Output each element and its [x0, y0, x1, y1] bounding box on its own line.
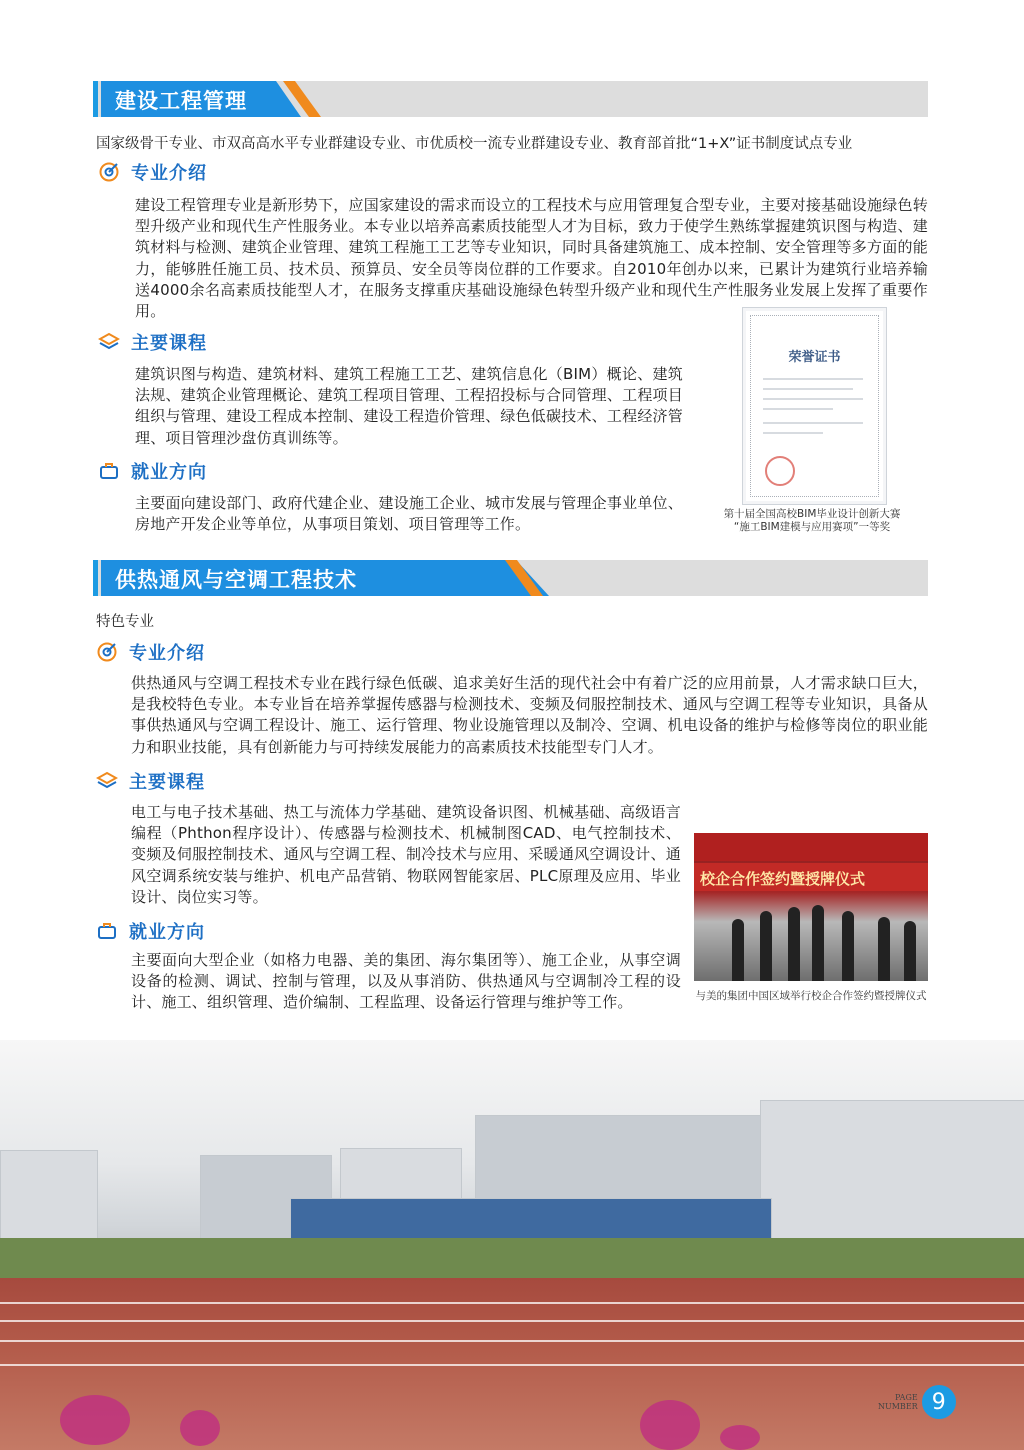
football-field [0, 1238, 1024, 1278]
section-title: 建设工程管理 [115, 89, 247, 113]
intro-text: 供热通风与空调工程技术专业在践行绿色低碳、追求美好生活的现代社会中有着广泛的应用前景，人才需求缺口巨大，是我校特色专业。本专业旨在培养掌握传感器与检测技术、变频及伺服控制技术、通风与空调工程等专业知识，具备从事供热通风与空调工程设计、施工、运行管理、物业设施管理以及制冷、空调、机电设备的维护与检修等岗位的职业能力和职业技能，具有创新能力与可持续发展能力的高素质技术技能型专门人才。 [131, 674, 928, 756]
jobs-text: 主要面向建设部门、政府代建企业、建设施工企业、城市发展与管理企事业单位、房地产开发企业等单位，从事项目策划、项目管理等工作。 [135, 494, 683, 534]
photo-banner [694, 863, 928, 891]
page-label-line-1: PAGE [895, 1393, 918, 1402]
photo-caption: 与美的集团中国区域举行校企合作签约暨授牌仪式 [695, 990, 927, 1002]
page-number-label [878, 1393, 918, 1411]
section-title-band [93, 81, 928, 117]
certificate-line [763, 398, 863, 400]
campus-stadium-stand [290, 1198, 772, 1240]
certificate-seal [765, 456, 795, 486]
jobs-text: 主要面向大型企业（如格力电器、美的集团、海尔集团等）、施工企业，从事空调设备的检测、调试、控制与管理，以及从事消防、供热通风与空调制冷工程的设计、施工、组织管理、造价编制、工程监理、设备运行管理与维护等工作。 [131, 951, 681, 1012]
certificate-image [742, 307, 887, 505]
intro-label: 专业介绍 [131, 163, 207, 184]
person-figure [842, 911, 854, 981]
flower-blossom [720, 1425, 760, 1450]
page-label-line-2: NUMBER [878, 1402, 918, 1411]
jobs-label: 就业方向 [131, 462, 207, 483]
band-accent-bar [93, 81, 98, 117]
certificate-line [763, 388, 853, 390]
section-subtitle: 国家级骨干专业、市双高高水平专业群建设专业、市优质校一流专业群建设专业、教育部首批“1+X”证书制度试点专业 [96, 136, 853, 152]
section-title: 供热通风与空调工程技术 [115, 568, 357, 592]
person-figure [732, 919, 744, 981]
layers-icon [97, 330, 121, 354]
target-icon [97, 160, 121, 184]
certificate-caption-line-1: 第十届全国高校BIM毕业设计创新大赛 [723, 508, 901, 520]
intro-heading [97, 159, 207, 185]
section-title-band [93, 560, 928, 596]
page-number-badge: 9 [922, 1385, 956, 1419]
campus-building [0, 1150, 98, 1242]
intro-heading [95, 639, 205, 665]
certificate-heading: 荣誉证书 [788, 350, 841, 365]
person-figure [812, 905, 824, 981]
courses-text: 电工与电子技术基础、热工与流体力学基础、建筑设备识图、机械基础、高级语言编程（Phthon程序设计）、传感器与检测技术、机械制图CAD、电气控制技术、变频及伺服控制技术、通风与空调工程、制冷技术与应用、采暖通风空调设计、通风空调系统安装与维护、机电产品营销、物联网智能家居、PLC原理及应用、毕业设计、岗位实习等。 [131, 803, 681, 906]
photo-banner-text: 校企合作签约暨授牌仪式 [700, 870, 866, 888]
certificate-line [763, 408, 833, 410]
layers-icon [95, 769, 119, 793]
section-subtitle: 特色专业 [96, 614, 154, 630]
intro-label: 专业介绍 [129, 643, 205, 664]
track-lane-line [0, 1364, 1024, 1366]
certificate-caption-line-2: “施工BIM建模与应用赛项”一等奖 [733, 521, 891, 533]
campus-building [760, 1100, 1024, 1242]
track-lane-line [0, 1320, 1024, 1322]
person-figure [904, 921, 916, 981]
target-icon [95, 640, 119, 664]
courses-heading [95, 768, 205, 794]
flower-blossom [640, 1400, 700, 1450]
certificate-line [763, 378, 863, 380]
certificate-line [763, 422, 863, 424]
track-lane-line [0, 1302, 1024, 1304]
certificate-line [763, 432, 823, 434]
band-accent-bar [93, 560, 98, 596]
courses-heading [97, 329, 207, 355]
flower-blossom [60, 1395, 130, 1445]
person-figure [760, 911, 772, 981]
ceremony-photo [694, 833, 928, 981]
jobs-heading [97, 458, 207, 484]
flower-blossom [180, 1410, 220, 1446]
briefcase-icon [97, 459, 121, 483]
track-lane-line [0, 1340, 1024, 1342]
page-number [878, 1385, 956, 1419]
jobs-heading [95, 918, 205, 944]
courses-label: 主要课程 [131, 333, 207, 354]
jobs-label: 就业方向 [129, 922, 205, 943]
courses-label: 主要课程 [129, 772, 205, 793]
campus-background-image [0, 1040, 1024, 1450]
briefcase-icon [95, 919, 119, 943]
courses-text: 建筑识图与构造、建筑材料、建筑工程施工工艺、建筑信息化（BIM）概论、建筑法规、建筑企业管理概论、建筑工程项目管理、工程招投标与合同管理、工程项目组织与管理、建设工程成本控制、建设工程造价管理、绿色低碳技术、工程经济管理、项目管理沙盘仿真训练等。 [135, 365, 683, 447]
intro-text: 建设工程管理专业是新形势下，应国家建设的需求而设立的工程技术与应用管理复合型专业，主要对接基础设施绿色转型升级产业和现代生产性服务业。本专业以培养高素质技能型人才为目标，致力于使学生熟练掌握建筑识图与构造、建筑材料与检测、建筑企业管理、建筑工程施工工艺等专业知识，同时具备建筑施工、成本控制、安全管理等多方面的能力，能够胜任施工员、技术员、预算员、安全员等岗位群的工作要求。自2010年创办以来，已累计为建筑行业培养输送4000余名高素质技能型人才，在服务支撑重庆基础设施绿色转型升级产业和现代生产性服务业发展上发挥了重要作用。 [135, 196, 928, 321]
photo-banner-top [694, 833, 928, 861]
person-figure [788, 907, 800, 981]
person-figure [878, 917, 890, 981]
